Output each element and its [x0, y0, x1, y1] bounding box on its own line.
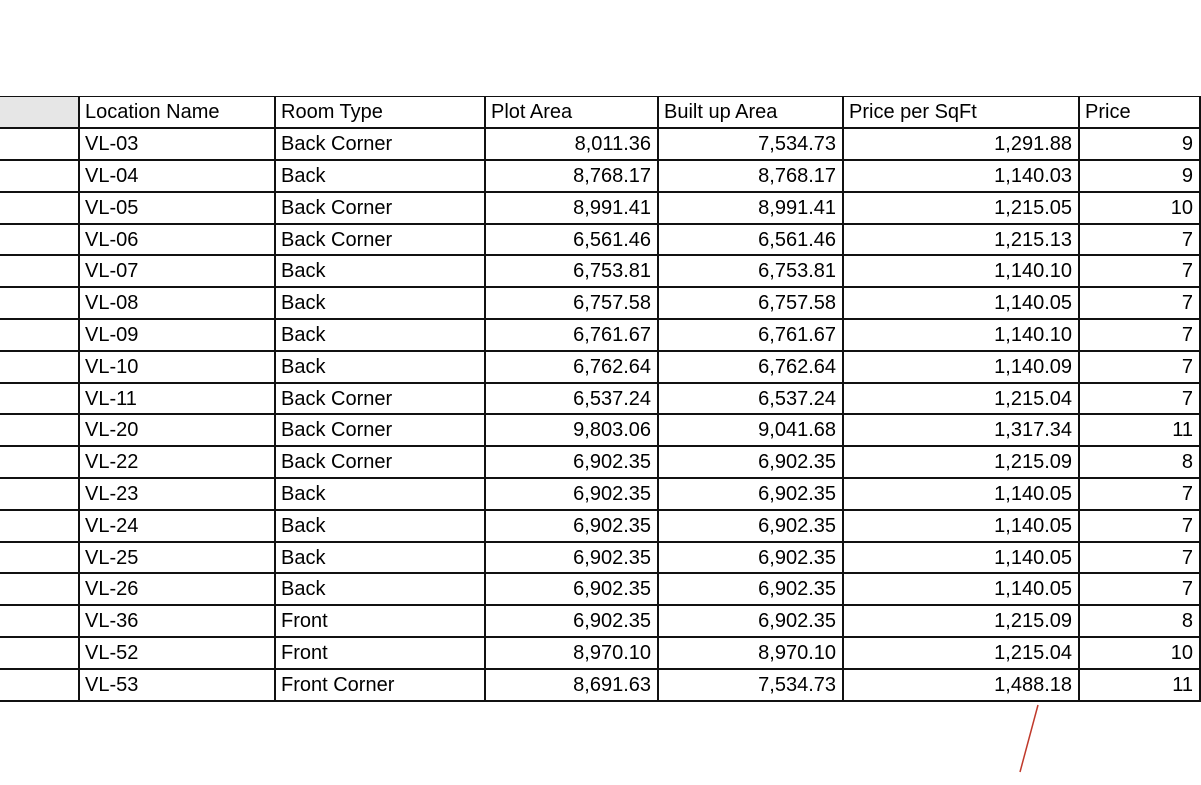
cell-location-name[interactable]: VL-20 — [79, 414, 275, 446]
cell-price-per-sqft[interactable]: 1,140.05 — [843, 542, 1079, 574]
cell-built-up-area[interactable]: 7,534.73 — [658, 669, 843, 701]
row-gutter-cell[interactable] — [0, 224, 79, 256]
cell-room-type[interactable]: Back — [275, 160, 485, 192]
cell-room-type[interactable]: Back Corner — [275, 128, 485, 160]
table-row — [0, 605, 1200, 637]
cell-built-up-area[interactable]: 6,902.35 — [658, 542, 843, 574]
table-row — [0, 160, 1200, 192]
cell-built-up-area[interactable]: 6,561.46 — [658, 224, 843, 256]
cell-location-name[interactable]: VL-09 — [79, 319, 275, 351]
row-gutter-cell[interactable] — [0, 669, 79, 701]
table-row — [0, 414, 1200, 446]
table-row — [0, 478, 1200, 510]
cell-price[interactable]: 11 — [1079, 414, 1200, 446]
cell-room-type[interactable]: Back — [275, 573, 485, 605]
cell-plot-area[interactable]: 6,762.64 — [485, 351, 658, 383]
row-gutter-cell[interactable] — [0, 319, 79, 351]
row-gutter-cell[interactable] — [0, 255, 79, 287]
cell-price-per-sqft[interactable]: 1,215.09 — [843, 605, 1079, 637]
header-location-name[interactable]: Location Name — [79, 97, 275, 129]
cell-built-up-area[interactable]: 6,902.35 — [658, 573, 843, 605]
cell-location-name[interactable]: VL-10 — [79, 351, 275, 383]
cell-location-name[interactable]: VL-25 — [79, 542, 275, 574]
cell-built-up-area[interactable]: 9,041.68 — [658, 414, 843, 446]
row-gutter-cell[interactable] — [0, 637, 79, 669]
cell-location-name[interactable]: VL-24 — [79, 510, 275, 542]
table-row — [0, 128, 1200, 160]
cell-room-type[interactable]: Back Corner — [275, 192, 485, 224]
cell-price[interactable]: 7 — [1079, 510, 1200, 542]
header-plot-area[interactable]: Plot Area — [485, 97, 658, 129]
row-gutter-cell[interactable] — [0, 128, 79, 160]
cell-plot-area[interactable]: 6,902.35 — [485, 510, 658, 542]
table-row — [0, 224, 1200, 256]
red-pointer-line — [1020, 705, 1038, 772]
cell-plot-area[interactable]: 8,991.41 — [485, 192, 658, 224]
table-row — [0, 637, 1200, 669]
cell-room-type[interactable]: Back Corner — [275, 383, 485, 415]
cell-plot-area[interactable]: 6,902.35 — [485, 446, 658, 478]
cell-plot-area[interactable]: 6,902.35 — [485, 573, 658, 605]
cell-location-name[interactable]: VL-53 — [79, 669, 275, 701]
cell-plot-area[interactable]: 9,803.06 — [485, 414, 658, 446]
cell-price-per-sqft[interactable]: 1,215.09 — [843, 446, 1079, 478]
cell-price[interactable]: 7 — [1079, 255, 1200, 287]
table-row — [0, 287, 1200, 319]
cell-plot-area[interactable]: 8,011.36 — [485, 128, 658, 160]
data-table — [0, 96, 1201, 702]
cell-price-per-sqft[interactable]: 1,488.18 — [843, 669, 1079, 701]
cell-built-up-area[interactable]: 6,902.35 — [658, 605, 843, 637]
cell-plot-area[interactable]: 6,761.67 — [485, 319, 658, 351]
cell-plot-area[interactable]: 6,902.35 — [485, 605, 658, 637]
cell-location-name[interactable]: VL-06 — [79, 224, 275, 256]
cell-room-type[interactable]: Back — [275, 542, 485, 574]
cell-price[interactable]: 8 — [1079, 446, 1200, 478]
cell-price[interactable]: 7 — [1079, 351, 1200, 383]
cell-room-type[interactable]: Back — [275, 478, 485, 510]
header-room-type[interactable]: Room Type — [275, 97, 485, 129]
table-row — [0, 510, 1200, 542]
cell-price-per-sqft[interactable]: 1,317.34 — [843, 414, 1079, 446]
cell-plot-area[interactable]: 6,757.58 — [485, 287, 658, 319]
cell-built-up-area[interactable]: 6,902.35 — [658, 478, 843, 510]
spreadsheet-table-area — [0, 96, 1193, 702]
cell-location-name[interactable]: VL-36 — [79, 605, 275, 637]
cell-built-up-area[interactable]: 6,537.24 — [658, 383, 843, 415]
cell-plot-area[interactable]: 6,902.35 — [485, 478, 658, 510]
cell-price[interactable]: 7 — [1079, 573, 1200, 605]
cell-location-name[interactable]: VL-11 — [79, 383, 275, 415]
cell-price[interactable]: 7 — [1079, 542, 1200, 574]
table-row — [0, 542, 1200, 574]
cell-price[interactable]: 7 — [1079, 319, 1200, 351]
cell-location-name[interactable]: VL-52 — [79, 637, 275, 669]
cell-location-name[interactable]: VL-26 — [79, 573, 275, 605]
cell-room-type[interactable]: Front — [275, 605, 485, 637]
cell-price-per-sqft[interactable]: 1,140.05 — [843, 510, 1079, 542]
cell-price[interactable]: 9 — [1079, 128, 1200, 160]
row-gutter-cell[interactable] — [0, 351, 79, 383]
cell-room-type[interactable]: Back — [275, 255, 485, 287]
cell-room-type[interactable]: Back Corner — [275, 224, 485, 256]
cell-price-per-sqft[interactable]: 1,140.10 — [843, 319, 1079, 351]
cell-price-per-sqft[interactable]: 1,140.10 — [843, 255, 1079, 287]
table-row — [0, 573, 1200, 605]
cell-built-up-area[interactable]: 6,902.35 — [658, 510, 843, 542]
cell-location-name[interactable]: VL-03 — [79, 128, 275, 160]
cell-built-up-area[interactable]: 8,991.41 — [658, 192, 843, 224]
row-gutter-cell[interactable] — [0, 160, 79, 192]
cell-price-per-sqft[interactable]: 1,140.03 — [843, 160, 1079, 192]
cell-location-name[interactable]: VL-23 — [79, 478, 275, 510]
row-gutter-cell[interactable] — [0, 478, 79, 510]
cell-price-per-sqft[interactable]: 1,140.05 — [843, 573, 1079, 605]
cell-built-up-area[interactable]: 8,768.17 — [658, 160, 843, 192]
row-gutter-cell[interactable] — [0, 414, 79, 446]
cell-price[interactable]: 7 — [1079, 383, 1200, 415]
table-row — [0, 669, 1200, 701]
table-row — [0, 383, 1200, 415]
cell-built-up-area[interactable]: 6,757.58 — [658, 287, 843, 319]
cell-plot-area[interactable]: 6,902.35 — [485, 542, 658, 574]
row-gutter-cell[interactable] — [0, 510, 79, 542]
row-gutter-cell[interactable] — [0, 573, 79, 605]
header-built-up-area[interactable]: Built up Area — [658, 97, 843, 129]
header-row — [0, 97, 1200, 129]
cell-plot-area[interactable]: 6,537.24 — [485, 383, 658, 415]
cell-built-up-area[interactable]: 6,761.67 — [658, 319, 843, 351]
table-row — [0, 446, 1200, 478]
cell-room-type[interactable]: Back — [275, 287, 485, 319]
cell-price[interactable]: 9 — [1079, 160, 1200, 192]
cell-location-name[interactable]: VL-04 — [79, 160, 275, 192]
cell-room-type[interactable]: Back Corner — [275, 446, 485, 478]
cell-price[interactable]: 8 — [1079, 605, 1200, 637]
cell-plot-area[interactable]: 6,753.81 — [485, 255, 658, 287]
row-gutter-header[interactable] — [0, 97, 79, 129]
cell-built-up-area[interactable]: 8,970.10 — [658, 637, 843, 669]
row-gutter-cell[interactable] — [0, 192, 79, 224]
cell-price-per-sqft[interactable]: 1,140.09 — [843, 351, 1079, 383]
cell-price-per-sqft[interactable]: 1,140.05 — [843, 287, 1079, 319]
cell-built-up-area[interactable]: 6,902.35 — [658, 446, 843, 478]
table-row — [0, 255, 1200, 287]
table-row — [0, 319, 1200, 351]
cell-price-per-sqft[interactable]: 1,291.88 — [843, 128, 1079, 160]
cell-location-name[interactable]: VL-05 — [79, 192, 275, 224]
row-gutter-cell[interactable] — [0, 383, 79, 415]
cell-price-per-sqft[interactable]: 1,215.05 — [843, 192, 1079, 224]
cell-room-type[interactable]: Front Corner — [275, 669, 485, 701]
row-gutter-cell[interactable] — [0, 605, 79, 637]
cell-price[interactable]: 10 — [1079, 637, 1200, 669]
cell-price[interactable]: 7 — [1079, 224, 1200, 256]
table-body — [0, 128, 1200, 700]
cell-price[interactable]: 7 — [1079, 478, 1200, 510]
cell-price-per-sqft[interactable]: 1,140.05 — [843, 478, 1079, 510]
cell-location-name[interactable]: VL-07 — [79, 255, 275, 287]
cell-plot-area[interactable]: 8,768.17 — [485, 160, 658, 192]
cell-location-name[interactable]: VL-22 — [79, 446, 275, 478]
cell-room-type[interactable]: Back — [275, 351, 485, 383]
cell-plot-area[interactable]: 8,691.63 — [485, 669, 658, 701]
row-gutter-cell[interactable] — [0, 542, 79, 574]
header-price[interactable]: Price — [1079, 97, 1200, 129]
cell-plot-area[interactable]: 6,561.46 — [485, 224, 658, 256]
cell-room-type[interactable]: Front — [275, 637, 485, 669]
cell-room-type[interactable]: Back Corner — [275, 414, 485, 446]
cell-plot-area[interactable]: 8,970.10 — [485, 637, 658, 669]
header-price-per-sqft[interactable]: Price per SqFt — [843, 97, 1079, 129]
cell-room-type[interactable]: Back — [275, 510, 485, 542]
cell-built-up-area[interactable]: 6,762.64 — [658, 351, 843, 383]
row-gutter-cell[interactable] — [0, 287, 79, 319]
cell-built-up-area[interactable]: 7,534.73 — [658, 128, 843, 160]
cell-price[interactable]: 7 — [1079, 287, 1200, 319]
row-gutter-cell[interactable] — [0, 446, 79, 478]
cell-price[interactable]: 10 — [1079, 192, 1200, 224]
cell-price[interactable]: 11 — [1079, 669, 1200, 701]
cell-price-per-sqft[interactable]: 1,215.04 — [843, 637, 1079, 669]
cell-price-per-sqft[interactable]: 1,215.04 — [843, 383, 1079, 415]
cell-room-type[interactable]: Back — [275, 319, 485, 351]
cell-price-per-sqft[interactable]: 1,215.13 — [843, 224, 1079, 256]
cell-location-name[interactable]: VL-08 — [79, 287, 275, 319]
table-row — [0, 192, 1200, 224]
cell-built-up-area[interactable]: 6,753.81 — [658, 255, 843, 287]
table-row — [0, 351, 1200, 383]
